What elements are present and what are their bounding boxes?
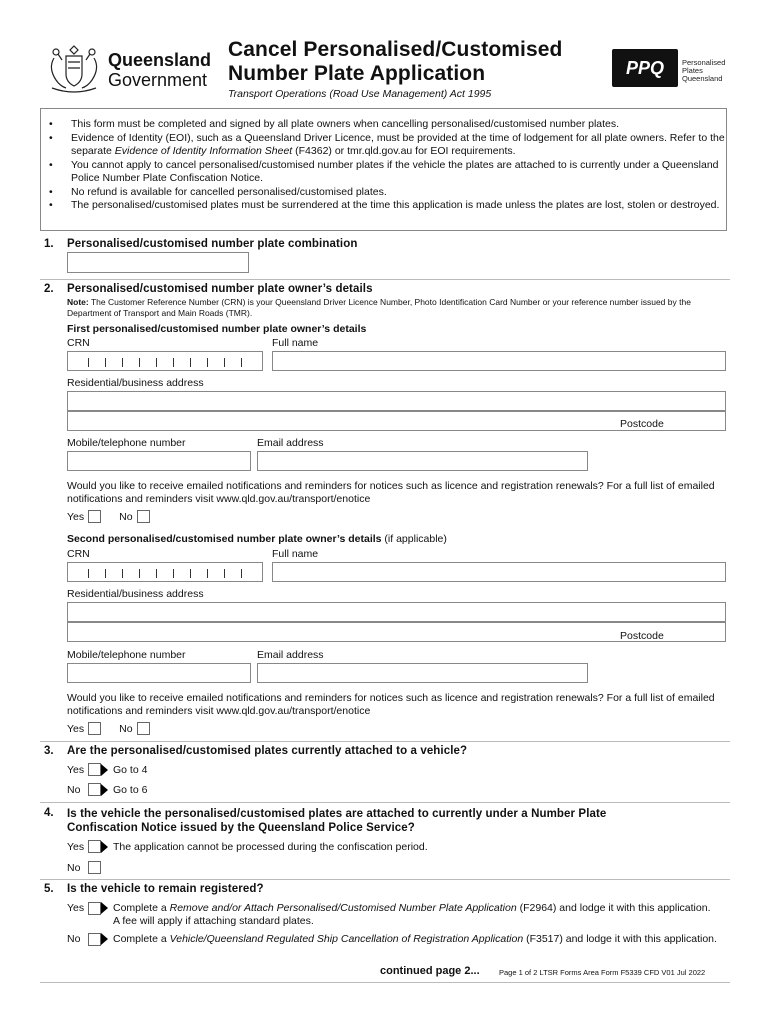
notice-item: • This form must be completed and signed by all plate owners when cancelling personalised/customised number plates.: [41, 118, 726, 132]
q3-no-goto: Go to 6: [113, 783, 148, 796]
q5-number: 5.: [44, 883, 54, 895]
arrow-right-icon: [101, 933, 108, 945]
q5-yes-pre: Complete a: [113, 902, 170, 914]
address-label: Residential/business address: [67, 377, 204, 389]
crn-input-owner2[interactable]: [67, 562, 263, 582]
enotice-no-checkbox-owner1[interactable]: [137, 510, 150, 523]
second-owner-heading-text: Second personalised/customised number plate owner’s details: [67, 533, 382, 545]
enotice-yes-checkbox-owner2[interactable]: [88, 722, 101, 735]
yes-label: Yes: [67, 510, 85, 523]
phone-input-owner1[interactable]: [67, 451, 251, 471]
crn-divider: [173, 358, 174, 367]
address-label: Residential/business address: [67, 588, 204, 600]
section-divider: [40, 879, 730, 880]
crn-divider: [105, 358, 106, 367]
no-label: No: [67, 933, 81, 945]
form-f3517-title: Vehicle/Queensland Regulated Ship Cancellation of Registration Application: [169, 933, 524, 945]
enotice-options-owner1: [67, 510, 150, 523]
enotice-question-owner2: Would you like to receive emailed notifications and reminders for notices such as licence and registration renewals? For a full list of emailed notifications and reminders visit www.qld.gov.au/transport/enotice: [67, 692, 715, 717]
q4-title-line2: Confiscation Notice issued by the Queensland Police Service?: [67, 822, 415, 834]
crn-divider: [105, 569, 106, 578]
enotice-question-owner1: Would you like to receive emailed notifications and reminders for notices such as licence and registration renewals? For a full list of emailed notifications and reminders visit www.qld.gov.au/transport/enotice: [67, 480, 715, 505]
crn-note-text: The Customer Reference Number (CRN) is your Queensland Driver Licence Number, Photo Identification Card Number or your reference number issued by the Department of Transport and Main Roads (TMR).: [67, 297, 691, 318]
notice-item: • You cannot apply to cancel personalised/customised number plates if the vehicle the plates are attached to is currently under a Queensland Police Number Plate Confiscation Notice.: [41, 159, 726, 186]
arrow-right-icon: [101, 784, 108, 796]
q4-yes-checkbox[interactable]: [88, 840, 101, 853]
crn-divider: [156, 358, 157, 367]
no-label: No: [119, 510, 133, 523]
full-name-label: Full name: [272, 548, 319, 560]
qld-crest-icon: [44, 40, 104, 96]
gov-name-line1: Queensland: [108, 50, 212, 70]
ppq-brand-line3: Queensland: [682, 74, 723, 83]
ppq-brand: [682, 59, 725, 83]
q3-title: Are the personalised/customised plates currently attached to a vehicle?: [67, 745, 468, 757]
notice-item: • The personalised/customised plates must be surrendered at the time this application is made unless the plates are lost, stolen or destroyed.: [41, 199, 726, 213]
q5-no-row: [67, 933, 725, 946]
full-name-label: Full name: [272, 337, 319, 349]
phone-label: Mobile/telephone number: [67, 649, 186, 661]
q5-yes-post: (F2964) and lodge it with this application. A fee will apply if attaching standard plates.: [113, 902, 711, 927]
postcode-label: Postcode: [620, 418, 664, 430]
full-name-input-owner1[interactable]: [272, 351, 726, 371]
notice-item: [41, 132, 726, 159]
section-divider: [40, 279, 730, 280]
phone-input-owner2[interactable]: [67, 663, 251, 683]
crn-divider: [88, 358, 89, 367]
crn-divider: [190, 358, 191, 367]
footer-meta: Page 1 of 2 LTSR Forms Area Form F5339 CFD V01 Jul 2022: [499, 968, 706, 977]
plate-combination-input[interactable]: [67, 252, 249, 273]
page-title-line1: Cancel Personalised/Customised: [228, 38, 563, 61]
crn-divider: [207, 569, 208, 578]
continued-label: continued page 2...: [380, 965, 480, 977]
q5-title: Is the vehicle to remain registered?: [67, 883, 264, 895]
no-label: No: [67, 783, 81, 796]
notice-item-text: Evidence of Identity (EOI), such as a Queensland Driver Licence, must be provided at the time of lodgement for all plate owners. Refer to the separate: [71, 131, 725, 157]
q4-number: 4.: [44, 807, 54, 819]
first-owner-heading: First personalised/customised number plate owner’s details: [67, 323, 367, 335]
q3-yes-checkbox[interactable]: [88, 763, 101, 776]
arrow-right-icon: [101, 841, 108, 853]
no-label: No: [67, 861, 81, 874]
crn-divider: [156, 569, 157, 578]
enotice-no-checkbox-owner2[interactable]: [137, 722, 150, 735]
q4-no-row: [67, 861, 101, 874]
page-title: [228, 38, 562, 86]
second-owner-suffix: (if applicable): [381, 533, 447, 545]
crn-divider: [241, 569, 242, 578]
q3-no-row: [67, 783, 147, 796]
q3-no-checkbox[interactable]: [88, 783, 101, 796]
q5-yes-checkbox[interactable]: [88, 902, 101, 915]
no-label: No: [119, 722, 133, 735]
second-owner-heading: [67, 533, 447, 545]
crn-divider: [224, 569, 225, 578]
q3-yes-goto: Go to 4: [113, 763, 148, 776]
crn-note-label: Note:: [67, 297, 89, 307]
q4-title: [67, 807, 606, 835]
yes-label: Yes: [67, 722, 85, 735]
crn-input-owner1[interactable]: [67, 351, 263, 371]
email-input-owner2[interactable]: [257, 663, 588, 683]
q4-title-line1: Is the vehicle the personalised/customised plates are attached to currently under a Number Plate: [67, 808, 607, 820]
enotice-options-owner2: [67, 722, 150, 735]
crn-divider: [139, 358, 140, 367]
full-name-input-owner2[interactable]: [272, 562, 726, 582]
q5-no-pre: Complete a: [113, 933, 170, 945]
address-input-owner2-line1[interactable]: [67, 602, 726, 622]
address-input-owner1-line1[interactable]: [67, 391, 726, 411]
gov-name: [108, 50, 211, 90]
q1-number: 1.: [44, 238, 54, 250]
eoi-sheet-title: Evidence of Identity Information Sheet: [114, 145, 293, 157]
gov-name-line2: Government: [108, 70, 208, 90]
q4-no-checkbox[interactable]: [88, 861, 101, 874]
crn-label: CRN: [67, 337, 90, 349]
crn-note: [67, 297, 729, 319]
crn-divider: [88, 569, 89, 578]
q3-number: 3.: [44, 745, 54, 757]
section-divider: [40, 741, 730, 742]
notice-box: [40, 108, 727, 231]
crn-divider: [207, 358, 208, 367]
q5-no-checkbox[interactable]: [88, 933, 101, 946]
act-subtitle: Transport Operations (Road Use Management) Act 1995: [228, 88, 492, 100]
section-divider: [40, 802, 730, 803]
ppq-brand-line1: Personalised: [682, 58, 726, 67]
email-input-owner1[interactable]: [257, 451, 588, 471]
crn-label: CRN: [67, 548, 90, 560]
enotice-yes-checkbox-owner1[interactable]: [88, 510, 101, 523]
crn-divider: [122, 358, 123, 367]
crn-divider: [190, 569, 191, 578]
arrow-right-icon: [101, 764, 108, 776]
q5-yes-text: [113, 902, 719, 928]
email-label: Email address: [257, 649, 324, 661]
crn-divider: [224, 358, 225, 367]
notice-item: • No refund is available for cancelled personalised/customised plates.: [41, 186, 726, 200]
footer-divider: [40, 982, 730, 983]
postcode-label: Postcode: [620, 630, 664, 642]
yes-label: Yes: [67, 902, 85, 914]
q5-no-post: (F3517) and lodge it with this application.: [523, 933, 717, 945]
q3-yes-row: [67, 763, 147, 776]
q2-number: 2.: [44, 283, 54, 295]
q2-title: Personalised/customised number plate owner’s details: [67, 283, 373, 295]
q5-yes-row: [67, 902, 719, 928]
q5-no-text: [113, 933, 725, 946]
q1-title: Personalised/customised number plate combination: [67, 238, 358, 250]
yes-label: Yes: [67, 840, 85, 853]
email-label: Email address: [257, 437, 324, 449]
page-title-line2: Number Plate Application: [228, 62, 486, 85]
crn-divider: [139, 569, 140, 578]
q4-yes-text: The application cannot be processed during the confiscation period.: [113, 840, 428, 853]
ppq-logo: [612, 49, 678, 87]
ppq-brand-line2: Plates: [682, 66, 703, 75]
crn-divider: [241, 358, 242, 367]
form-f2964-title: Remove and/or Attach Personalised/Customised Number Plate Application: [169, 902, 517, 914]
yes-label: Yes: [67, 763, 85, 776]
crn-divider: [122, 569, 123, 578]
arrow-right-icon: [101, 902, 108, 914]
ppq-logo-text: PPQ: [625, 57, 664, 78]
q4-yes-row: [67, 840, 428, 853]
phone-label: Mobile/telephone number: [67, 437, 186, 449]
crn-divider: [173, 569, 174, 578]
notice-item-tail: (F4362) or tmr.qld.gov.au for EOI requirements.: [292, 145, 516, 157]
